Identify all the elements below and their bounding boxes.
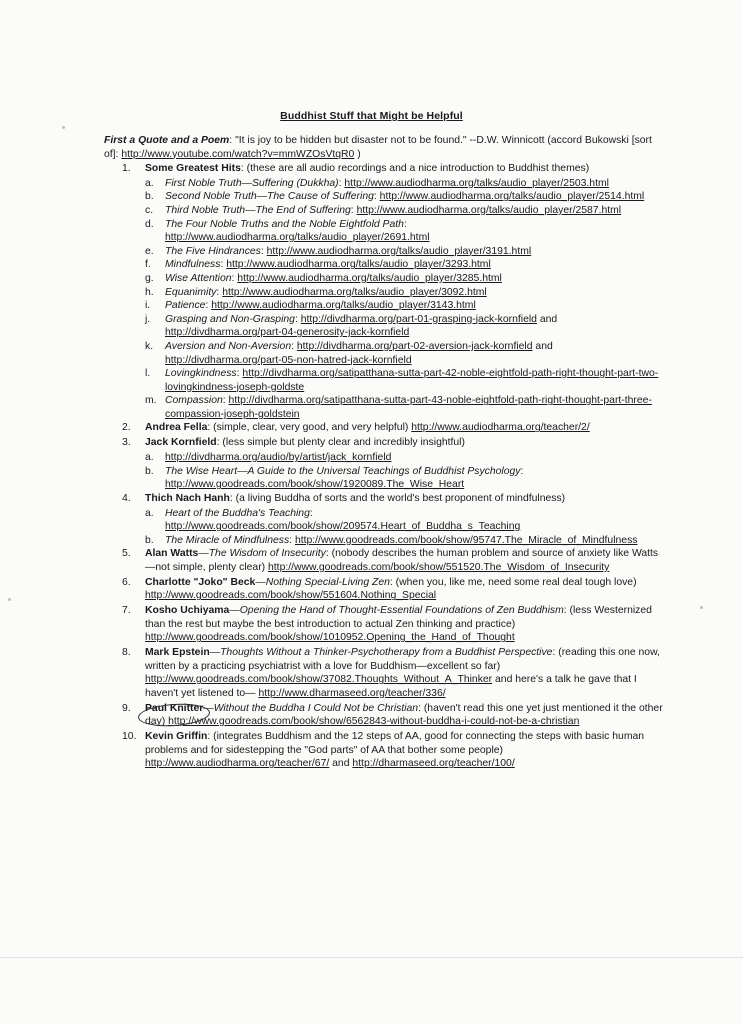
sub-item-title: The Four Noble Truths and the Noble Eightfold Path bbox=[165, 218, 404, 230]
sub-item-title: Compassion bbox=[165, 395, 223, 407]
sub-item-title: Patience bbox=[165, 300, 206, 312]
sub-item-title: The Wise Heart—A Guide to the Universal Teachings of Buddhist Psychology bbox=[165, 465, 521, 477]
item-link[interactable]: http://dharmaseed.org/teacher/100/ bbox=[352, 758, 515, 770]
sub-item-link[interactable]: http://divdharma.org/part-05-non-hatred-jack-kornfield bbox=[165, 354, 412, 366]
list-item bbox=[104, 730, 664, 771]
list-item bbox=[104, 436, 664, 450]
sub-item bbox=[104, 258, 664, 272]
sub-item-link[interactable]: http://divdharma.org/satipatthana-sutta-part-43-noble-eightfold-path-right-thought-part-three-compassion-joseph-goldstein bbox=[165, 395, 652, 420]
sub-item-title: The Miracle of Mindfulness bbox=[165, 534, 290, 546]
item-link[interactable]: http://www.goodreads.com/book/show/1010952.Opening_the_Hand_of_Thought bbox=[145, 632, 515, 644]
item-book-title: —Thoughts Without a Thinker-Psychotherapy from a Buddhist Perspective bbox=[209, 647, 553, 659]
item-number: 7. bbox=[122, 605, 131, 617]
sub-item-link[interactable]: http://divdharma.org/audio/by/artist/jack_kornfield bbox=[165, 452, 392, 464]
scan-speck bbox=[700, 606, 703, 609]
sub-item-separator: : bbox=[350, 204, 357, 216]
item-description: : (these are all audio recordings and a nice introduction to Buddhist themes) bbox=[240, 163, 590, 174]
sub-item-letter: l. bbox=[145, 368, 151, 380]
item-number: 1. bbox=[122, 163, 131, 174]
sub-item bbox=[104, 313, 664, 340]
sub-item-title: Second Noble Truth—The Cause of Suffering bbox=[165, 191, 374, 203]
intro-end: ) bbox=[354, 148, 361, 160]
item-heading: Mark Epstein bbox=[145, 647, 210, 659]
sub-item-letter: h. bbox=[145, 286, 154, 298]
sub-item bbox=[104, 218, 664, 245]
sub-item-separator: : bbox=[205, 300, 212, 312]
sub-item-letter: f. bbox=[145, 259, 151, 271]
sub-item-separator: : bbox=[220, 259, 227, 271]
sub-item bbox=[104, 286, 664, 300]
item-description: : (when you, like me, need some real deal tough love) bbox=[389, 576, 637, 588]
item-book-title: —The Wisdom of Insecurity bbox=[198, 548, 326, 560]
item-number: 5. bbox=[122, 548, 131, 560]
item-heading: Charlotte "Joko" Beck bbox=[145, 576, 256, 588]
sub-item-separator: : bbox=[289, 534, 295, 546]
sub-item-link[interactable]: http://divdharma.org/satipatthana-sutta-part-42-noble-eightfold-path-right-thought-part-two-lovingkindness-joseph-goldste bbox=[165, 368, 659, 393]
intro-label: First a Quote and a Poem bbox=[104, 135, 230, 146]
sub-item-separator: : bbox=[236, 368, 243, 380]
item-description: : (less Westernized than the rest but maybe the best introduction to actual Zen thinking and practice) bbox=[145, 605, 652, 630]
sub-item-link[interactable]: http://divdharma.org/part-01-grasping-jack-kornfield bbox=[300, 313, 537, 325]
item-book-title: —Without the Buddha I Could Not be Christian bbox=[203, 702, 419, 714]
item-link[interactable]: http://www.goodreads.com/book/show/6562843-without-buddha-i-could-not-be-a-christian bbox=[168, 716, 580, 728]
sub-item-title: Lovingkindness bbox=[165, 368, 237, 380]
sub-item-separator: : bbox=[403, 218, 407, 230]
sub-item bbox=[104, 367, 664, 394]
intro-quote: : "It is joy to be hidden but disaster not to be found." --D.W. Winnicott (accord Bukowski [sort of]: bbox=[104, 135, 652, 160]
sub-item bbox=[104, 204, 664, 218]
sub-item-letter: j. bbox=[145, 313, 151, 325]
sub-item-separator: : bbox=[309, 507, 313, 519]
list-item bbox=[104, 547, 664, 574]
sub-item-title: Heart of the Buddha's Teaching bbox=[165, 507, 310, 519]
item-heading: Alan Watts bbox=[145, 548, 199, 560]
sub-item-title: Equanimity bbox=[165, 286, 217, 298]
sub-item bbox=[104, 245, 664, 259]
item-link[interactable]: http://www.audiodharma.org/teacher/67/ bbox=[145, 758, 330, 770]
sub-item bbox=[104, 507, 664, 534]
sub-item-link[interactable]: http://www.goodreads.com/book/show/1920089.The_Wise_Heart bbox=[165, 479, 465, 491]
sub-item-letter: m. bbox=[145, 395, 157, 407]
sub-item-connector: and bbox=[536, 313, 558, 325]
sub-item-title: Mindfulness bbox=[165, 259, 221, 271]
sub-item-separator: : bbox=[291, 340, 297, 352]
page-title: Buddhist Stuff that Might be Helpful bbox=[280, 110, 463, 122]
sub-item-letter: b. bbox=[145, 191, 154, 203]
sub-item-letter: a. bbox=[145, 507, 154, 519]
item-link[interactable]: http://www.goodreads.com/book/show/37082.Thoughts_Without_A_Thinker bbox=[145, 674, 493, 686]
sub-item-link[interactable]: http://www.audiodharma.org/talks/audio_player/3285.html bbox=[237, 272, 502, 284]
scan-line bbox=[0, 957, 743, 958]
item-description: : (less simple but plenty clear and incredibly insightful) bbox=[216, 437, 465, 449]
sub-item-letter: e. bbox=[145, 245, 154, 257]
item-link[interactable]: http://www.dharmaseed.org/teacher/336/ bbox=[258, 687, 446, 699]
sub-item-separator: : bbox=[294, 313, 301, 325]
sub-item bbox=[104, 299, 664, 313]
sub-item bbox=[104, 272, 664, 286]
item-number: 9. bbox=[122, 702, 131, 714]
item-heading: Jack Kornfield bbox=[145, 437, 217, 449]
item-number: 10. bbox=[122, 731, 137, 743]
resource-list bbox=[104, 162, 664, 772]
sub-item-letter: a. bbox=[145, 452, 154, 464]
intro-link[interactable]: http://www.youtube.com/watch?v=mmWZOsVtqR0 bbox=[121, 148, 355, 160]
intro-paragraph bbox=[104, 134, 664, 161]
sub-item-letter: d. bbox=[145, 218, 154, 230]
item-connector: and bbox=[329, 758, 353, 770]
sub-item-link[interactable]: http://www.audiodharma.org/talks/audio_player/3191.html bbox=[266, 245, 532, 257]
list-item bbox=[104, 421, 664, 435]
sub-item-title: First Noble Truth—Suffering (Dukkha) bbox=[165, 177, 339, 189]
sub-item bbox=[104, 534, 664, 548]
sub-item bbox=[104, 451, 664, 465]
sub-item-link[interactable]: http://www.goodreads.com/book/show/95747.The_Miracle_of_Mindfulness bbox=[294, 534, 638, 546]
sub-item-link[interactable]: http://www.audiodharma.org/talks/audio_player/3293.html bbox=[226, 259, 491, 271]
item-heading: Andrea Fella bbox=[145, 422, 208, 434]
sub-item-letter: i. bbox=[145, 300, 151, 312]
scan-speck bbox=[62, 126, 65, 129]
sub-item bbox=[104, 465, 664, 492]
sub-item-letter: b. bbox=[145, 534, 154, 546]
item-link[interactable]: http://www.goodreads.com/book/show/551604.Nothing_Special bbox=[145, 590, 437, 602]
sub-item-separator: : bbox=[260, 245, 267, 257]
sub-item-title: Aversion and Non-Aversion bbox=[165, 340, 292, 352]
item-description: : (reading this one now, written by a practicing psychiatrist with a love for Buddhism—excellent so far) bbox=[145, 647, 660, 672]
list-item bbox=[104, 162, 664, 176]
item-heading: Some Greatest Hits bbox=[145, 163, 241, 174]
item-number: 6. bbox=[122, 576, 131, 588]
item-heading: Kosho Uchiyama bbox=[145, 605, 230, 617]
item-link[interactable]: http://www.goodreads.com/book/show/551520.The_Wisdom_of_Insecurity bbox=[268, 561, 610, 573]
item-number: 2. bbox=[122, 422, 131, 434]
sub-item-link[interactable]: http://www.audiodharma.org/talks/audio_player/2503.html bbox=[344, 177, 609, 189]
sub-item-separator: : bbox=[373, 191, 380, 203]
item-book-title: —Nothing Special-Living Zen bbox=[255, 576, 390, 588]
sub-item-link[interactable]: http://www.goodreads.com/book/show/209574.Heart_of_Buddha_s_Teaching bbox=[165, 521, 521, 533]
item-description: : (a living Buddha of sorts and the world's best proponent of mindfulness) bbox=[229, 492, 566, 504]
sub-item-connector: and bbox=[532, 340, 553, 352]
list-item bbox=[104, 646, 664, 700]
sub-item-link[interactable]: http://divdharma.org/part-02-aversion-jack-kornfield bbox=[296, 340, 533, 352]
sub-item-separator: : bbox=[520, 465, 524, 477]
sub-item-letter: a. bbox=[145, 177, 154, 189]
sub-item-separator: : bbox=[222, 395, 229, 407]
sub-item-letter: k. bbox=[145, 340, 154, 352]
item-book-title: —Opening the Hand of Thought-Essential Foundations of Zen Buddhism bbox=[229, 605, 564, 617]
item-heading: Paul Knitter bbox=[145, 702, 204, 714]
item-description: : (integrates Buddhism and the 12 steps of AA, good for connecting the steps with basic human problems and for sidestepping the "God parts" of AA that bother some people) bbox=[145, 731, 645, 756]
sub-item bbox=[104, 394, 664, 421]
scan-speck bbox=[8, 598, 11, 601]
item-description: : (haven't read this one yet just mentioned it the other day) bbox=[145, 702, 663, 728]
sub-item-link[interactable]: http://www.audiodharma.org/talks/audio_player/3143.html bbox=[211, 300, 476, 312]
list-item bbox=[104, 604, 664, 645]
sub-item-link[interactable]: http://divdharma.org/part-04-generosity-jack-kornfield bbox=[165, 327, 410, 339]
item-number: 4. bbox=[122, 492, 131, 504]
sub-item-title: The Five Hindrances bbox=[165, 245, 261, 257]
item-heading: Kevin Griffin bbox=[145, 731, 208, 743]
sub-item-letter: g. bbox=[145, 272, 154, 284]
item-heading: Thich Nach Hanh bbox=[145, 492, 230, 504]
sub-item-title: Grasping and Non-Grasping bbox=[165, 313, 295, 325]
item-number: 3. bbox=[122, 437, 131, 449]
item-description: : (simple, clear, very good, and very helpful) bbox=[207, 422, 412, 434]
sub-item bbox=[104, 190, 664, 204]
sub-item-title: Wise Attention bbox=[165, 272, 232, 284]
item-link[interactable]: http://www.audiodharma.org/teacher/2/ bbox=[411, 422, 590, 434]
sub-item-separator: : bbox=[216, 286, 223, 298]
list-item bbox=[104, 576, 664, 603]
sub-item bbox=[104, 177, 664, 191]
sub-item-link[interactable]: http://www.audiodharma.org/talks/audio_player/3092.html bbox=[222, 286, 487, 298]
item-number: 8. bbox=[122, 647, 131, 659]
sub-item-letter: c. bbox=[145, 204, 154, 216]
sub-item-link[interactable]: http://www.audiodharma.org/talks/audio_player/2514.html bbox=[379, 191, 645, 203]
sub-item-letter: b. bbox=[145, 465, 154, 477]
sub-item-link[interactable]: http://www.audiodharma.org/talks/audio_player/2691.html bbox=[165, 232, 430, 244]
item-connector: and here's a talk he gave that I haven't yet listened to— bbox=[145, 674, 637, 699]
list-item bbox=[104, 492, 664, 506]
sub-item-link[interactable]: http://www.audiodharma.org/talks/audio_player/2587.html bbox=[356, 204, 622, 216]
sub-item-separator: : bbox=[231, 272, 238, 284]
sub-item-title: Third Noble Truth—The End of Suffering bbox=[165, 204, 351, 216]
sub-item bbox=[104, 340, 664, 367]
item-description: : (nobody describes the human problem and source of anxiety like Watts—not simple, plenty clear) bbox=[145, 548, 659, 573]
sub-item-separator: : bbox=[338, 177, 345, 189]
